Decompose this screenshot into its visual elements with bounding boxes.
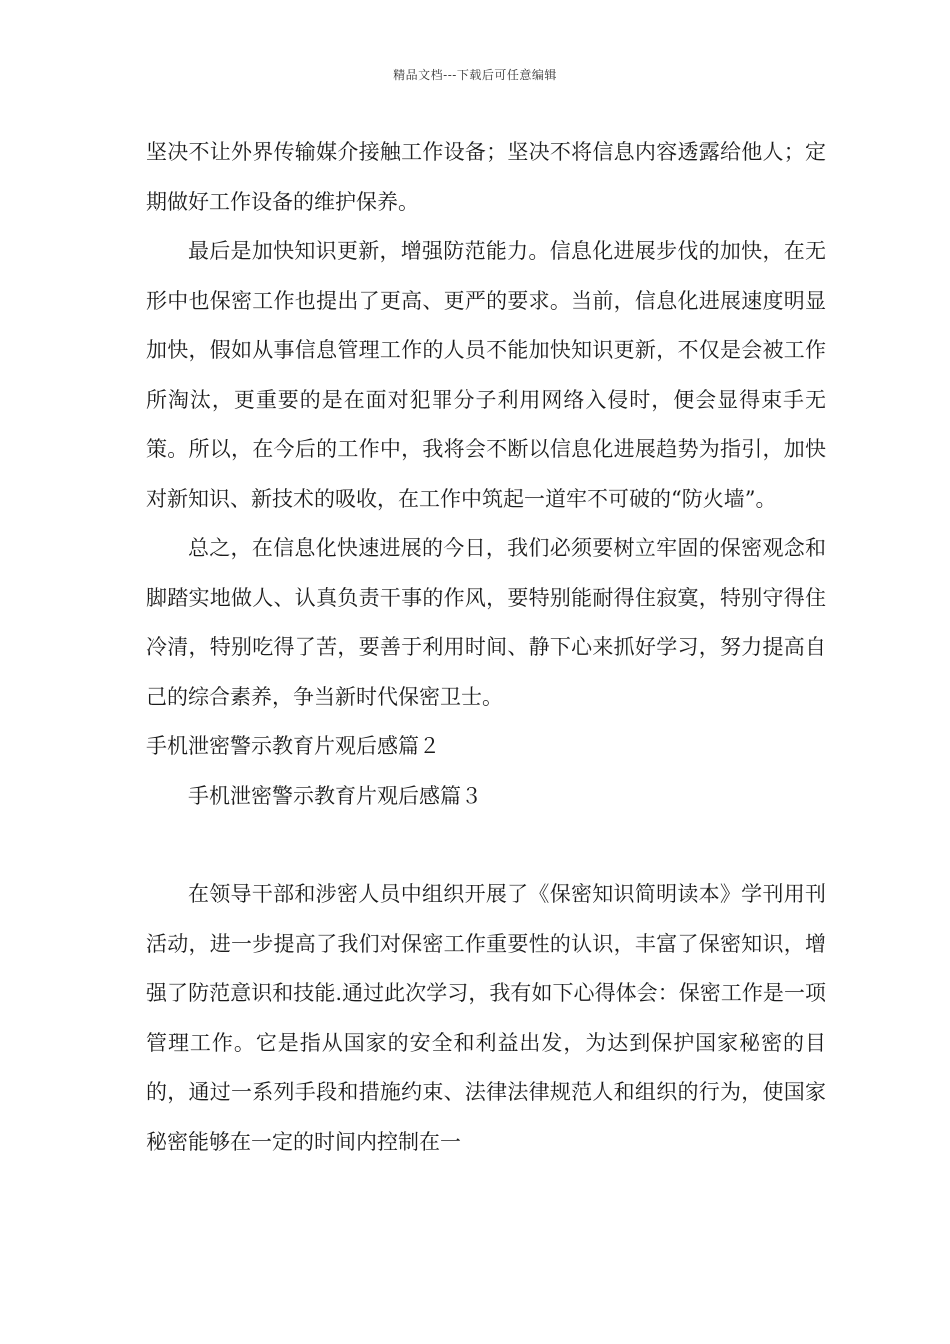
document-body xyxy=(146,128,826,1167)
section-heading-3: 手机泄密警示教育片观后感篇３ xyxy=(188,783,482,808)
blank-line xyxy=(146,821,826,870)
paragraph-4: 在领导干部和涉密人员中组织开展了《保密知识简明读本》学刊用刊活动，进一步提高了我们对保密工作重要性的认识，丰富了保密知识，增强了防范意识和技能.通过此次学习，我有如下心得体会：保密工作是一项管理工作。它是指从国家的安全和利益出发，为达到保护国家秘密的目的，通过一系列手段和措施约束、法律法律规范人和组织的行为，使国家秘密能够在一定的时间内控制在一 xyxy=(146,882,826,1154)
paragraph-2: 最后是加快知识更新，增强防范能力。信息化进展步伐的加快，在无形中也保密工作也提出了更高、更严的要求。当前，信息化进展速度明显加快，假如从事信息管理工作的人员不能加快知识更新，不仅是会被工作所淘汰，更重要的是在面对犯罪分子利用网络入侵时，便会显得束手无策。所以，在今后的工作中，我将会不断以信息化进展趋势为指引，加快对新知识、新技术的吸收，在工作中筑起一道牢不可破的“防火墙”。 xyxy=(146,239,826,511)
paragraph-3: 总之，在信息化快速进展的今日，我们必须要树立牢固的保密观念和脚踏实地做人、认真负责干事的作风，要特别能耐得住寂寞，特别守得住冷清，特别吃得了苦，要善于利用时间、静下心来抓好学习，努力提高自己的综合素养，争当新时代保密卫士。 xyxy=(146,536,826,709)
section-heading-2: 手机泄密警示教育片观后感篇２ xyxy=(146,734,440,758)
page-header: 精品文档---下载后可任意编辑 xyxy=(393,68,557,82)
paragraph-1: 坚决不让外界传输媒介接触工作设备；坚决不将信息内容透露给他人；定期做好工作设备的维护保养。 xyxy=(146,140,826,214)
